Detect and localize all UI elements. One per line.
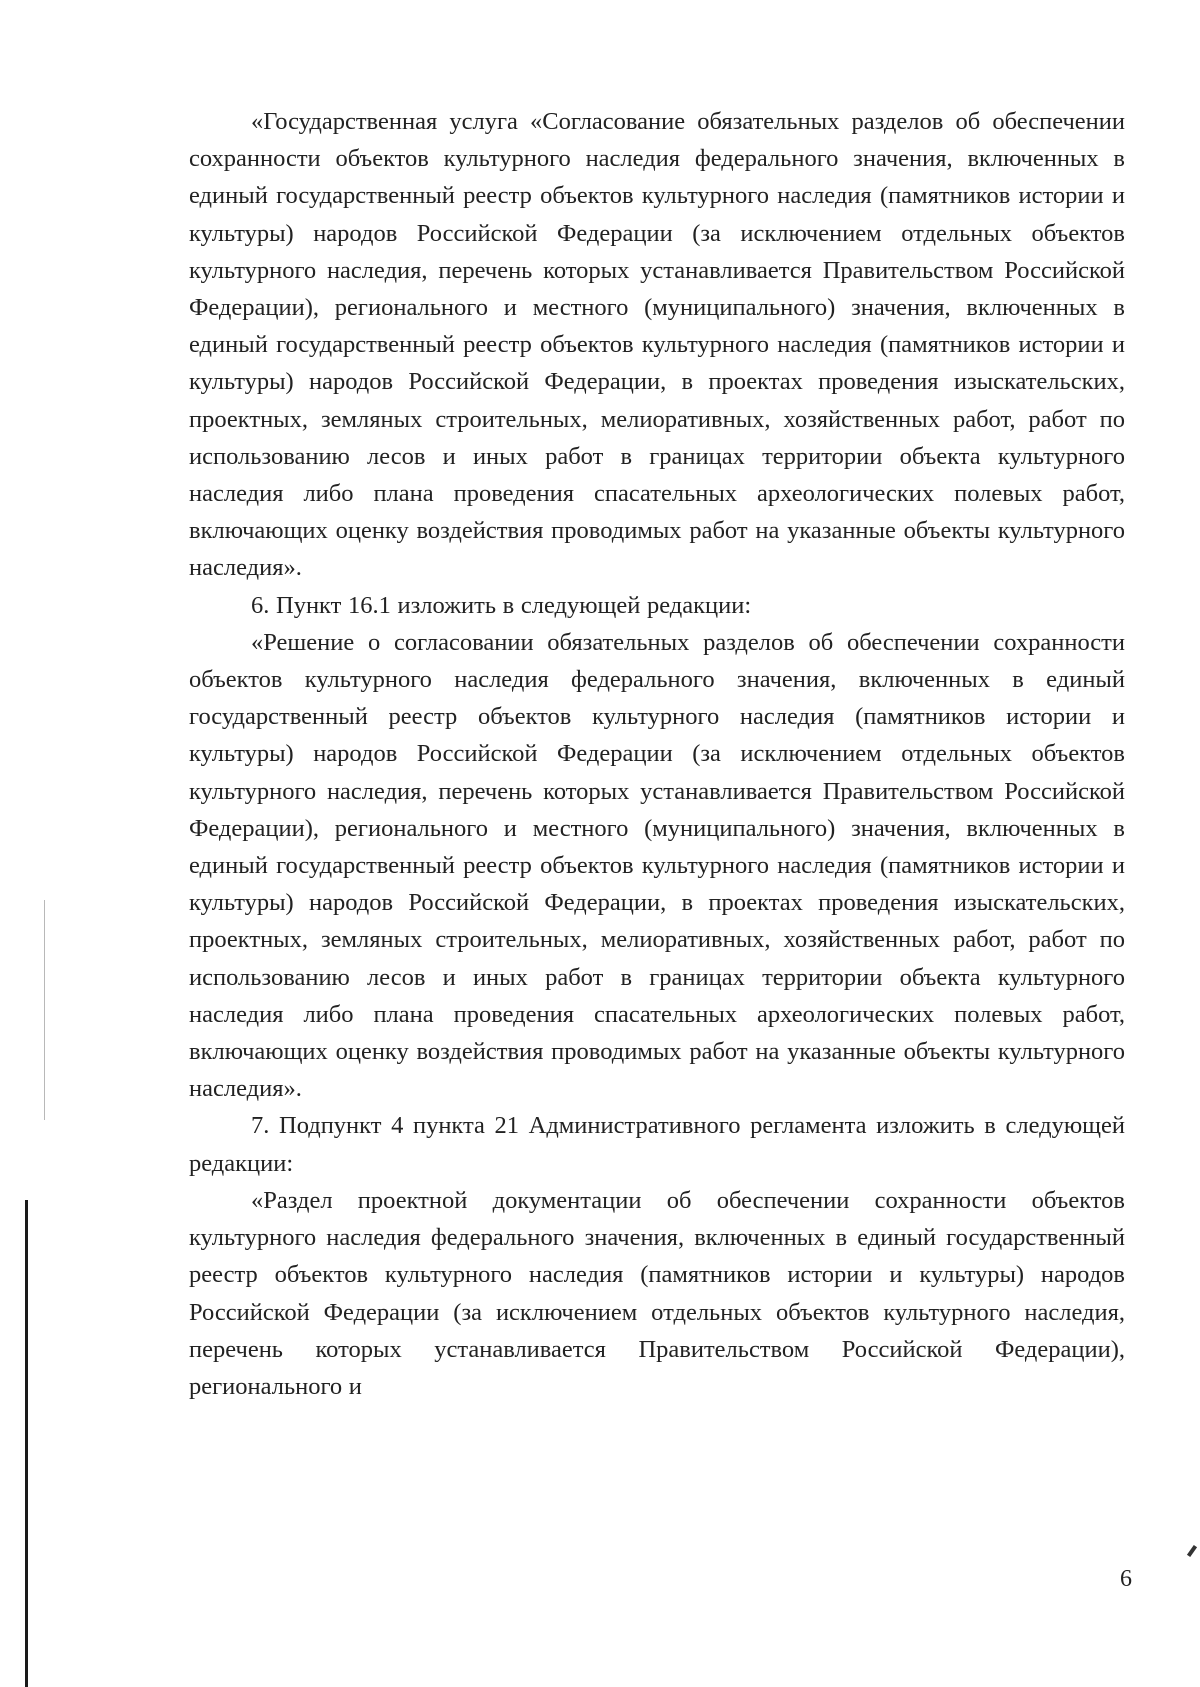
document-body: [189, 103, 1125, 1405]
scan-mark: [1187, 1545, 1197, 1557]
paragraph-service-title: «Государственная услуга «Согласование обязательных разделов об обеспечении сохранности объектов культурного наследия федерального значения, включенных в единый государственный реестр объектов культурного наследия (памятников истории и культуры) народов Российской Федерации (за исключением отдельных объектов культурного наследия, перечень которых устанавливается Правительством Российской Федерации), регионального и местного (муниципального) значения, включенных в единый государственный реестр объектов культурного наследия (памятников истории и культуры) народов Российской Федерации, в проектах проведения изыскательских, проектных, земляных строительных, мелиоративных, хозяйственных работ, работ по использованию лесов и иных работ в границах территории объекта культурного наследия либо плана проведения спасательных археологических полевых работ, включающих оценку воздействия проводимых работ на указанные объекты культурного наследия».: [189, 108, 1125, 582]
paragraph-item-6: 6. Пункт 16.1 изложить в следующей редакции:: [251, 591, 752, 619]
paragraph-section: «Раздел проектной документации об обеспечении сохранности объектов культурного наследия федерального значения, включенных в единый государственный реестр объектов культурного наследия (памятников истории и культуры) народов Российской Федерации (за исключением отдельных объектов культурного наследия, перечень которых устанавливается Правительством Российской Федерации), регионального и: [189, 1186, 1125, 1400]
scan-binding-edge: [25, 1200, 28, 1687]
paragraph-decision: «Решение о согласовании обязательных разделов об обеспечении сохранности объектов культурного наследия федерального значения, включенных в единый государственный реестр объектов культурного наследия (памятников истории и культуры) народов Российской Федерации (за исключением отдельных объектов культурного наследия, перечень которых устанавливается Правительством Российской Федерации), регионального и местного (муниципального) значения, включенных в единый государственный реестр объектов культурного наследия (памятников истории и культуры) народов Российской Федерации, в проектах проведения изыскательских, проектных, земляных строительных, мелиоративных, хозяйственных работ, работ по использованию лесов и иных работ в границах территории объекта культурного наследия либо плана проведения спасательных археологических полевых работ, включающих оценку воздействия проводимых работ на указанные объекты культурного наследия».: [189, 628, 1125, 1103]
paragraph-item-7: 7. Подпункт 4 пункта 21 Административного регламента изложить в следующей редакции:: [189, 1112, 1125, 1177]
scan-border-line: [44, 900, 45, 1120]
page-number: 6: [1120, 1566, 1132, 1592]
